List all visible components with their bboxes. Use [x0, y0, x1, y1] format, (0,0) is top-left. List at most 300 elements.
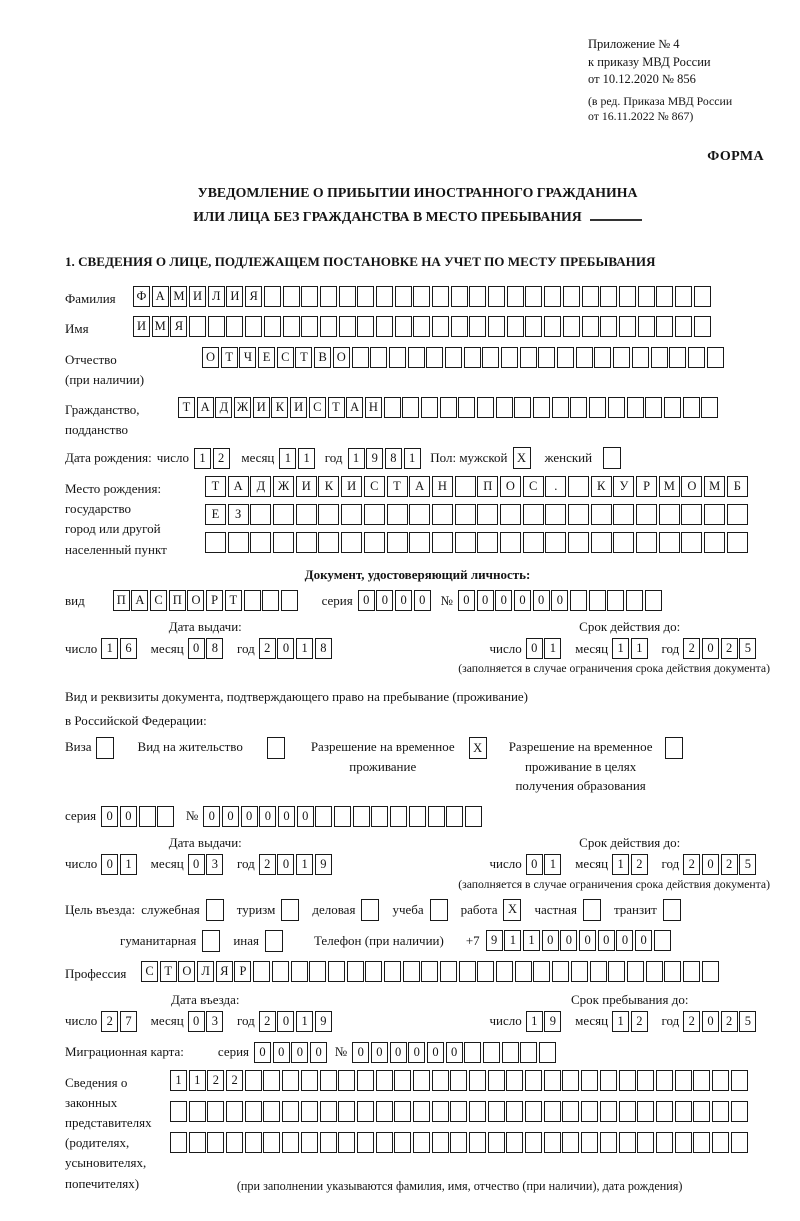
char-cell[interactable]: А [228, 476, 249, 497]
char-cell[interactable] [619, 1070, 636, 1091]
char-cell[interactable] [688, 347, 705, 368]
char-cell[interactable]: 2 [631, 854, 648, 875]
char-cell[interactable] [352, 347, 369, 368]
char-cell[interactable] [189, 1101, 206, 1122]
char-cell[interactable] [506, 1070, 523, 1091]
char-cell[interactable]: С [364, 476, 385, 497]
char-cell[interactable] [619, 286, 636, 307]
purpose-official-checkbox[interactable] [206, 899, 224, 921]
char-cell[interactable]: С [309, 397, 326, 418]
char-cell[interactable] [455, 504, 476, 525]
char-cell[interactable] [464, 1042, 481, 1063]
char-cell[interactable]: О [202, 347, 219, 368]
char-cell[interactable]: 0 [551, 590, 568, 611]
char-cell[interactable] [364, 504, 385, 525]
purpose-work-checkbox[interactable]: X [503, 899, 521, 921]
char-cell[interactable]: 0 [560, 930, 577, 951]
char-cell[interactable] [589, 397, 606, 418]
char-cell[interactable]: 1 [523, 930, 540, 951]
char-cell[interactable] [576, 347, 593, 368]
char-cell[interactable] [693, 1070, 710, 1091]
char-cell[interactable] [226, 1101, 243, 1122]
char-cell[interactable]: 0 [120, 806, 137, 827]
char-cell[interactable] [282, 1070, 299, 1091]
char-cell[interactable] [450, 1101, 467, 1122]
char-cell[interactable] [205, 532, 226, 553]
char-cell[interactable] [296, 504, 317, 525]
char-cell[interactable]: 0 [277, 854, 294, 875]
char-cell[interactable]: 2 [721, 1011, 738, 1032]
char-cell[interactable] [636, 504, 657, 525]
char-cell[interactable]: 3 [206, 1011, 223, 1032]
purpose-other-checkbox[interactable] [265, 930, 283, 952]
char-cell[interactable]: 2 [101, 1011, 118, 1032]
char-cell[interactable] [451, 286, 468, 307]
char-cell[interactable] [632, 347, 649, 368]
char-cell[interactable] [507, 316, 524, 337]
char-cell[interactable] [208, 316, 225, 337]
char-cell[interactable] [638, 286, 655, 307]
char-cell[interactable] [694, 286, 711, 307]
char-cell[interactable] [496, 961, 513, 982]
char-cell[interactable] [458, 397, 475, 418]
char-cell[interactable] [702, 961, 719, 982]
char-cell[interactable] [273, 504, 294, 525]
char-cell[interactable]: 3 [206, 854, 223, 875]
char-cell[interactable] [347, 961, 364, 982]
char-cell[interactable] [545, 504, 566, 525]
char-cell[interactable]: 5 [739, 638, 756, 659]
char-cell[interactable] [387, 504, 408, 525]
char-cell[interactable] [301, 1101, 318, 1122]
char-cell[interactable] [301, 1132, 318, 1153]
char-cell[interactable]: 1 [170, 1070, 187, 1091]
char-cell[interactable] [384, 397, 401, 418]
char-cell[interactable]: 0 [477, 590, 494, 611]
char-cell[interactable] [563, 286, 580, 307]
char-cell[interactable] [394, 1132, 411, 1153]
char-cell[interactable]: 2 [683, 854, 700, 875]
char-cell[interactable]: Т [295, 347, 312, 368]
char-cell[interactable] [727, 532, 748, 553]
char-cell[interactable] [395, 286, 412, 307]
char-cell[interactable] [675, 316, 692, 337]
char-cell[interactable] [371, 806, 388, 827]
char-cell[interactable]: Л [208, 286, 225, 307]
char-cell[interactable]: 0 [222, 806, 239, 827]
char-cell[interactable] [591, 504, 612, 525]
char-cell[interactable] [544, 1132, 561, 1153]
char-cell[interactable]: В [314, 347, 331, 368]
purpose-business-checkbox[interactable] [361, 899, 379, 921]
char-cell[interactable]: 2 [721, 854, 738, 875]
char-cell[interactable] [538, 347, 555, 368]
char-cell[interactable] [514, 397, 531, 418]
char-cell[interactable] [469, 1132, 486, 1153]
char-cell[interactable]: А [131, 590, 148, 611]
char-cell[interactable] [636, 532, 657, 553]
char-cell[interactable] [376, 286, 393, 307]
char-cell[interactable]: А [152, 286, 169, 307]
char-cell[interactable]: Ф [133, 286, 150, 307]
char-cell[interactable] [681, 504, 702, 525]
char-cell[interactable]: Д [215, 397, 232, 418]
char-cell[interactable] [320, 1132, 337, 1153]
char-cell[interactable]: Ж [273, 476, 294, 497]
char-cell[interactable]: О [500, 476, 521, 497]
char-cell[interactable]: Ж [234, 397, 251, 418]
char-cell[interactable]: Л [197, 961, 214, 982]
char-cell[interactable]: А [346, 397, 363, 418]
char-cell[interactable] [539, 1042, 556, 1063]
char-cell[interactable] [455, 532, 476, 553]
char-cell[interactable] [683, 397, 700, 418]
char-cell[interactable]: 0 [188, 1011, 205, 1032]
char-cell[interactable] [228, 532, 249, 553]
char-cell[interactable] [600, 1101, 617, 1122]
char-cell[interactable]: 1 [120, 854, 137, 875]
char-cell[interactable] [376, 316, 393, 337]
char-cell[interactable] [338, 1132, 355, 1153]
char-cell[interactable]: 2 [207, 1070, 224, 1091]
char-cell[interactable] [669, 347, 686, 368]
char-cell[interactable] [432, 286, 449, 307]
char-cell[interactable] [282, 1132, 299, 1153]
char-cell[interactable]: 1 [404, 448, 421, 469]
char-cell[interactable] [450, 1070, 467, 1091]
char-cell[interactable]: 2 [226, 1070, 243, 1091]
residence-permit-checkbox[interactable] [267, 737, 285, 759]
char-cell[interactable] [403, 961, 420, 982]
char-cell[interactable] [613, 347, 630, 368]
char-cell[interactable]: 1 [348, 448, 365, 469]
char-cell[interactable] [600, 286, 617, 307]
char-cell[interactable] [500, 504, 521, 525]
char-cell[interactable] [469, 1070, 486, 1091]
char-cell[interactable] [654, 930, 671, 951]
char-cell[interactable]: 2 [213, 448, 230, 469]
char-cell[interactable] [446, 806, 463, 827]
char-cell[interactable] [409, 806, 426, 827]
char-cell[interactable] [451, 316, 468, 337]
char-cell[interactable] [334, 806, 351, 827]
char-cell[interactable] [502, 1042, 519, 1063]
char-cell[interactable] [253, 961, 270, 982]
char-cell[interactable] [619, 1101, 636, 1122]
char-cell[interactable] [409, 504, 430, 525]
char-cell[interactable]: Т [178, 397, 195, 418]
char-cell[interactable] [465, 806, 482, 827]
char-cell[interactable] [523, 504, 544, 525]
char-cell[interactable] [645, 590, 662, 611]
char-cell[interactable] [638, 316, 655, 337]
char-cell[interactable] [675, 1070, 692, 1091]
char-cell[interactable]: 0 [358, 590, 375, 611]
char-cell[interactable]: С [141, 961, 158, 982]
char-cell[interactable] [608, 397, 625, 418]
char-cell[interactable] [459, 961, 476, 982]
char-cell[interactable] [320, 316, 337, 337]
char-cell[interactable]: 1 [504, 930, 521, 951]
char-cell[interactable] [506, 1101, 523, 1122]
char-cell[interactable]: 0 [458, 590, 475, 611]
char-cell[interactable]: 0 [495, 590, 512, 611]
char-cell[interactable] [501, 347, 518, 368]
char-cell[interactable]: 0 [277, 1011, 294, 1032]
char-cell[interactable] [563, 316, 580, 337]
char-cell[interactable] [731, 1070, 748, 1091]
char-cell[interactable]: К [271, 397, 288, 418]
char-cell[interactable]: И [341, 476, 362, 497]
char-cell[interactable] [409, 532, 430, 553]
char-cell[interactable] [357, 286, 374, 307]
char-cell[interactable] [525, 286, 542, 307]
char-cell[interactable]: 0 [526, 854, 543, 875]
char-cell[interactable] [301, 286, 318, 307]
char-cell[interactable]: 9 [544, 1011, 561, 1032]
char-cell[interactable] [455, 476, 476, 497]
char-cell[interactable]: Я [245, 286, 262, 307]
char-cell[interactable] [357, 1070, 374, 1091]
char-cell[interactable]: 0 [514, 590, 531, 611]
char-cell[interactable] [207, 1101, 224, 1122]
char-cell[interactable] [607, 590, 624, 611]
char-cell[interactable]: 0 [259, 806, 276, 827]
char-cell[interactable]: 1 [194, 448, 211, 469]
char-cell[interactable] [440, 397, 457, 418]
char-cell[interactable] [656, 1132, 673, 1153]
char-cell[interactable]: Я [216, 961, 233, 982]
char-cell[interactable]: 1 [101, 638, 118, 659]
char-cell[interactable] [282, 1101, 299, 1122]
char-cell[interactable] [496, 397, 513, 418]
char-cell[interactable] [338, 1070, 355, 1091]
char-cell[interactable]: 0 [278, 806, 295, 827]
char-cell[interactable] [591, 532, 612, 553]
char-cell[interactable]: А [197, 397, 214, 418]
char-cell[interactable] [525, 1070, 542, 1091]
char-cell[interactable]: 0 [526, 638, 543, 659]
char-cell[interactable] [707, 347, 724, 368]
char-cell[interactable] [477, 532, 498, 553]
char-cell[interactable]: 0 [427, 1042, 444, 1063]
char-cell[interactable] [320, 1101, 337, 1122]
char-cell[interactable]: И [296, 476, 317, 497]
char-cell[interactable] [525, 316, 542, 337]
char-cell[interactable] [413, 1101, 430, 1122]
char-cell[interactable]: 8 [315, 638, 332, 659]
char-cell[interactable] [545, 532, 566, 553]
char-cell[interactable] [426, 347, 443, 368]
char-cell[interactable] [384, 961, 401, 982]
char-cell[interactable]: 0 [352, 1042, 369, 1063]
purpose-humanitarian-checkbox[interactable] [202, 930, 220, 952]
char-cell[interactable] [376, 1132, 393, 1153]
char-cell[interactable] [507, 286, 524, 307]
char-cell[interactable] [318, 504, 339, 525]
char-cell[interactable] [608, 961, 625, 982]
char-cell[interactable] [357, 1132, 374, 1153]
char-cell[interactable] [273, 532, 294, 553]
char-cell[interactable] [263, 1132, 280, 1153]
char-cell[interactable] [581, 1101, 598, 1122]
char-cell[interactable] [712, 1070, 729, 1091]
char-cell[interactable]: П [169, 590, 186, 611]
char-cell[interactable]: 0 [542, 930, 559, 951]
char-cell[interactable] [315, 806, 332, 827]
char-cell[interactable]: Н [432, 476, 453, 497]
char-cell[interactable]: И [226, 286, 243, 307]
purpose-tourism-checkbox[interactable] [281, 899, 299, 921]
char-cell[interactable] [189, 316, 206, 337]
char-cell[interactable] [296, 532, 317, 553]
char-cell[interactable]: О [333, 347, 350, 368]
char-cell[interactable]: 5 [739, 1011, 756, 1032]
char-cell[interactable]: 0 [188, 854, 205, 875]
char-cell[interactable]: Д [250, 476, 271, 497]
char-cell[interactable] [477, 397, 494, 418]
char-cell[interactable] [731, 1132, 748, 1153]
char-cell[interactable]: Т [205, 476, 226, 497]
char-cell[interactable] [464, 347, 481, 368]
char-cell[interactable]: Т [225, 590, 242, 611]
char-cell[interactable] [432, 1101, 449, 1122]
char-cell[interactable] [341, 532, 362, 553]
char-cell[interactable] [533, 397, 550, 418]
char-cell[interactable] [619, 316, 636, 337]
char-cell[interactable] [469, 1101, 486, 1122]
char-cell[interactable]: 1 [631, 638, 648, 659]
char-cell[interactable]: И [189, 286, 206, 307]
char-cell[interactable]: Т [221, 347, 238, 368]
char-cell[interactable]: Р [234, 961, 251, 982]
char-cell[interactable] [301, 316, 318, 337]
char-cell[interactable] [432, 316, 449, 337]
char-cell[interactable]: 0 [579, 930, 596, 951]
char-cell[interactable] [520, 1042, 537, 1063]
char-cell[interactable] [600, 1132, 617, 1153]
char-cell[interactable] [272, 961, 289, 982]
char-cell[interactable]: 8 [385, 448, 402, 469]
char-cell[interactable] [613, 504, 634, 525]
char-cell[interactable] [413, 286, 430, 307]
char-cell[interactable] [637, 1132, 654, 1153]
char-cell[interactable] [376, 1101, 393, 1122]
purpose-private-checkbox[interactable] [583, 899, 601, 921]
char-cell[interactable] [523, 532, 544, 553]
temp-permit-edu-checkbox[interactable] [665, 737, 683, 759]
char-cell[interactable] [544, 1070, 561, 1091]
char-cell[interactable] [582, 286, 599, 307]
char-cell[interactable]: 7 [120, 1011, 137, 1032]
char-cell[interactable] [339, 316, 356, 337]
char-cell[interactable]: 2 [683, 638, 700, 659]
char-cell[interactable] [328, 961, 345, 982]
char-cell[interactable]: 0 [273, 1042, 290, 1063]
char-cell[interactable]: 0 [414, 590, 431, 611]
char-cell[interactable]: 8 [206, 638, 223, 659]
char-cell[interactable] [675, 1132, 692, 1153]
char-cell[interactable]: 9 [315, 1011, 332, 1032]
char-cell[interactable] [544, 1101, 561, 1122]
char-cell[interactable]: 1 [296, 1011, 313, 1032]
char-cell[interactable] [562, 1101, 579, 1122]
char-cell[interactable]: О [681, 476, 702, 497]
char-cell[interactable]: 0 [310, 1042, 327, 1063]
char-cell[interactable]: 6 [120, 638, 137, 659]
char-cell[interactable] [600, 1070, 617, 1091]
char-cell[interactable]: 0 [702, 1011, 719, 1032]
char-cell[interactable] [440, 961, 457, 982]
char-cell[interactable]: У [613, 476, 634, 497]
char-cell[interactable]: 1 [544, 638, 561, 659]
char-cell[interactable]: Е [258, 347, 275, 368]
char-cell[interactable]: 0 [533, 590, 550, 611]
char-cell[interactable] [656, 286, 673, 307]
char-cell[interactable] [244, 590, 261, 611]
temp-permit-checkbox[interactable]: X [469, 737, 487, 759]
char-cell[interactable] [500, 532, 521, 553]
char-cell[interactable] [387, 532, 408, 553]
char-cell[interactable] [245, 316, 262, 337]
char-cell[interactable] [263, 1070, 280, 1091]
char-cell[interactable]: 0 [277, 638, 294, 659]
char-cell[interactable] [432, 532, 453, 553]
char-cell[interactable]: М [152, 316, 169, 337]
char-cell[interactable]: М [704, 476, 725, 497]
char-cell[interactable] [262, 590, 279, 611]
char-cell[interactable]: 0 [101, 854, 118, 875]
char-cell[interactable] [482, 347, 499, 368]
char-cell[interactable] [301, 1070, 318, 1091]
char-cell[interactable] [370, 347, 387, 368]
char-cell[interactable]: 0 [297, 806, 314, 827]
char-cell[interactable] [477, 504, 498, 525]
char-cell[interactable] [283, 316, 300, 337]
char-cell[interactable] [357, 1101, 374, 1122]
char-cell[interactable]: 0 [395, 590, 412, 611]
char-cell[interactable]: 2 [259, 854, 276, 875]
char-cell[interactable]: 0 [254, 1042, 271, 1063]
char-cell[interactable]: 0 [376, 590, 393, 611]
char-cell[interactable] [619, 1132, 636, 1153]
visa-checkbox[interactable] [96, 737, 114, 759]
char-cell[interactable] [413, 1070, 430, 1091]
char-cell[interactable]: 1 [298, 448, 315, 469]
char-cell[interactable] [291, 961, 308, 982]
char-cell[interactable]: П [477, 476, 498, 497]
char-cell[interactable]: 1 [544, 854, 561, 875]
char-cell[interactable]: 0 [390, 1042, 407, 1063]
char-cell[interactable] [428, 806, 445, 827]
char-cell[interactable] [656, 1101, 673, 1122]
char-cell[interactable] [353, 806, 370, 827]
char-cell[interactable] [320, 286, 337, 307]
char-cell[interactable]: 0 [241, 806, 258, 827]
char-cell[interactable] [570, 397, 587, 418]
char-cell[interactable] [590, 961, 607, 982]
char-cell[interactable] [309, 961, 326, 982]
char-cell[interactable] [656, 1070, 673, 1091]
char-cell[interactable] [562, 1132, 579, 1153]
char-cell[interactable] [488, 316, 505, 337]
char-cell[interactable] [245, 1070, 262, 1091]
char-cell[interactable] [432, 504, 453, 525]
char-cell[interactable] [637, 1070, 654, 1091]
char-cell[interactable] [506, 1132, 523, 1153]
char-cell[interactable] [413, 316, 430, 337]
char-cell[interactable]: 0 [371, 1042, 388, 1063]
